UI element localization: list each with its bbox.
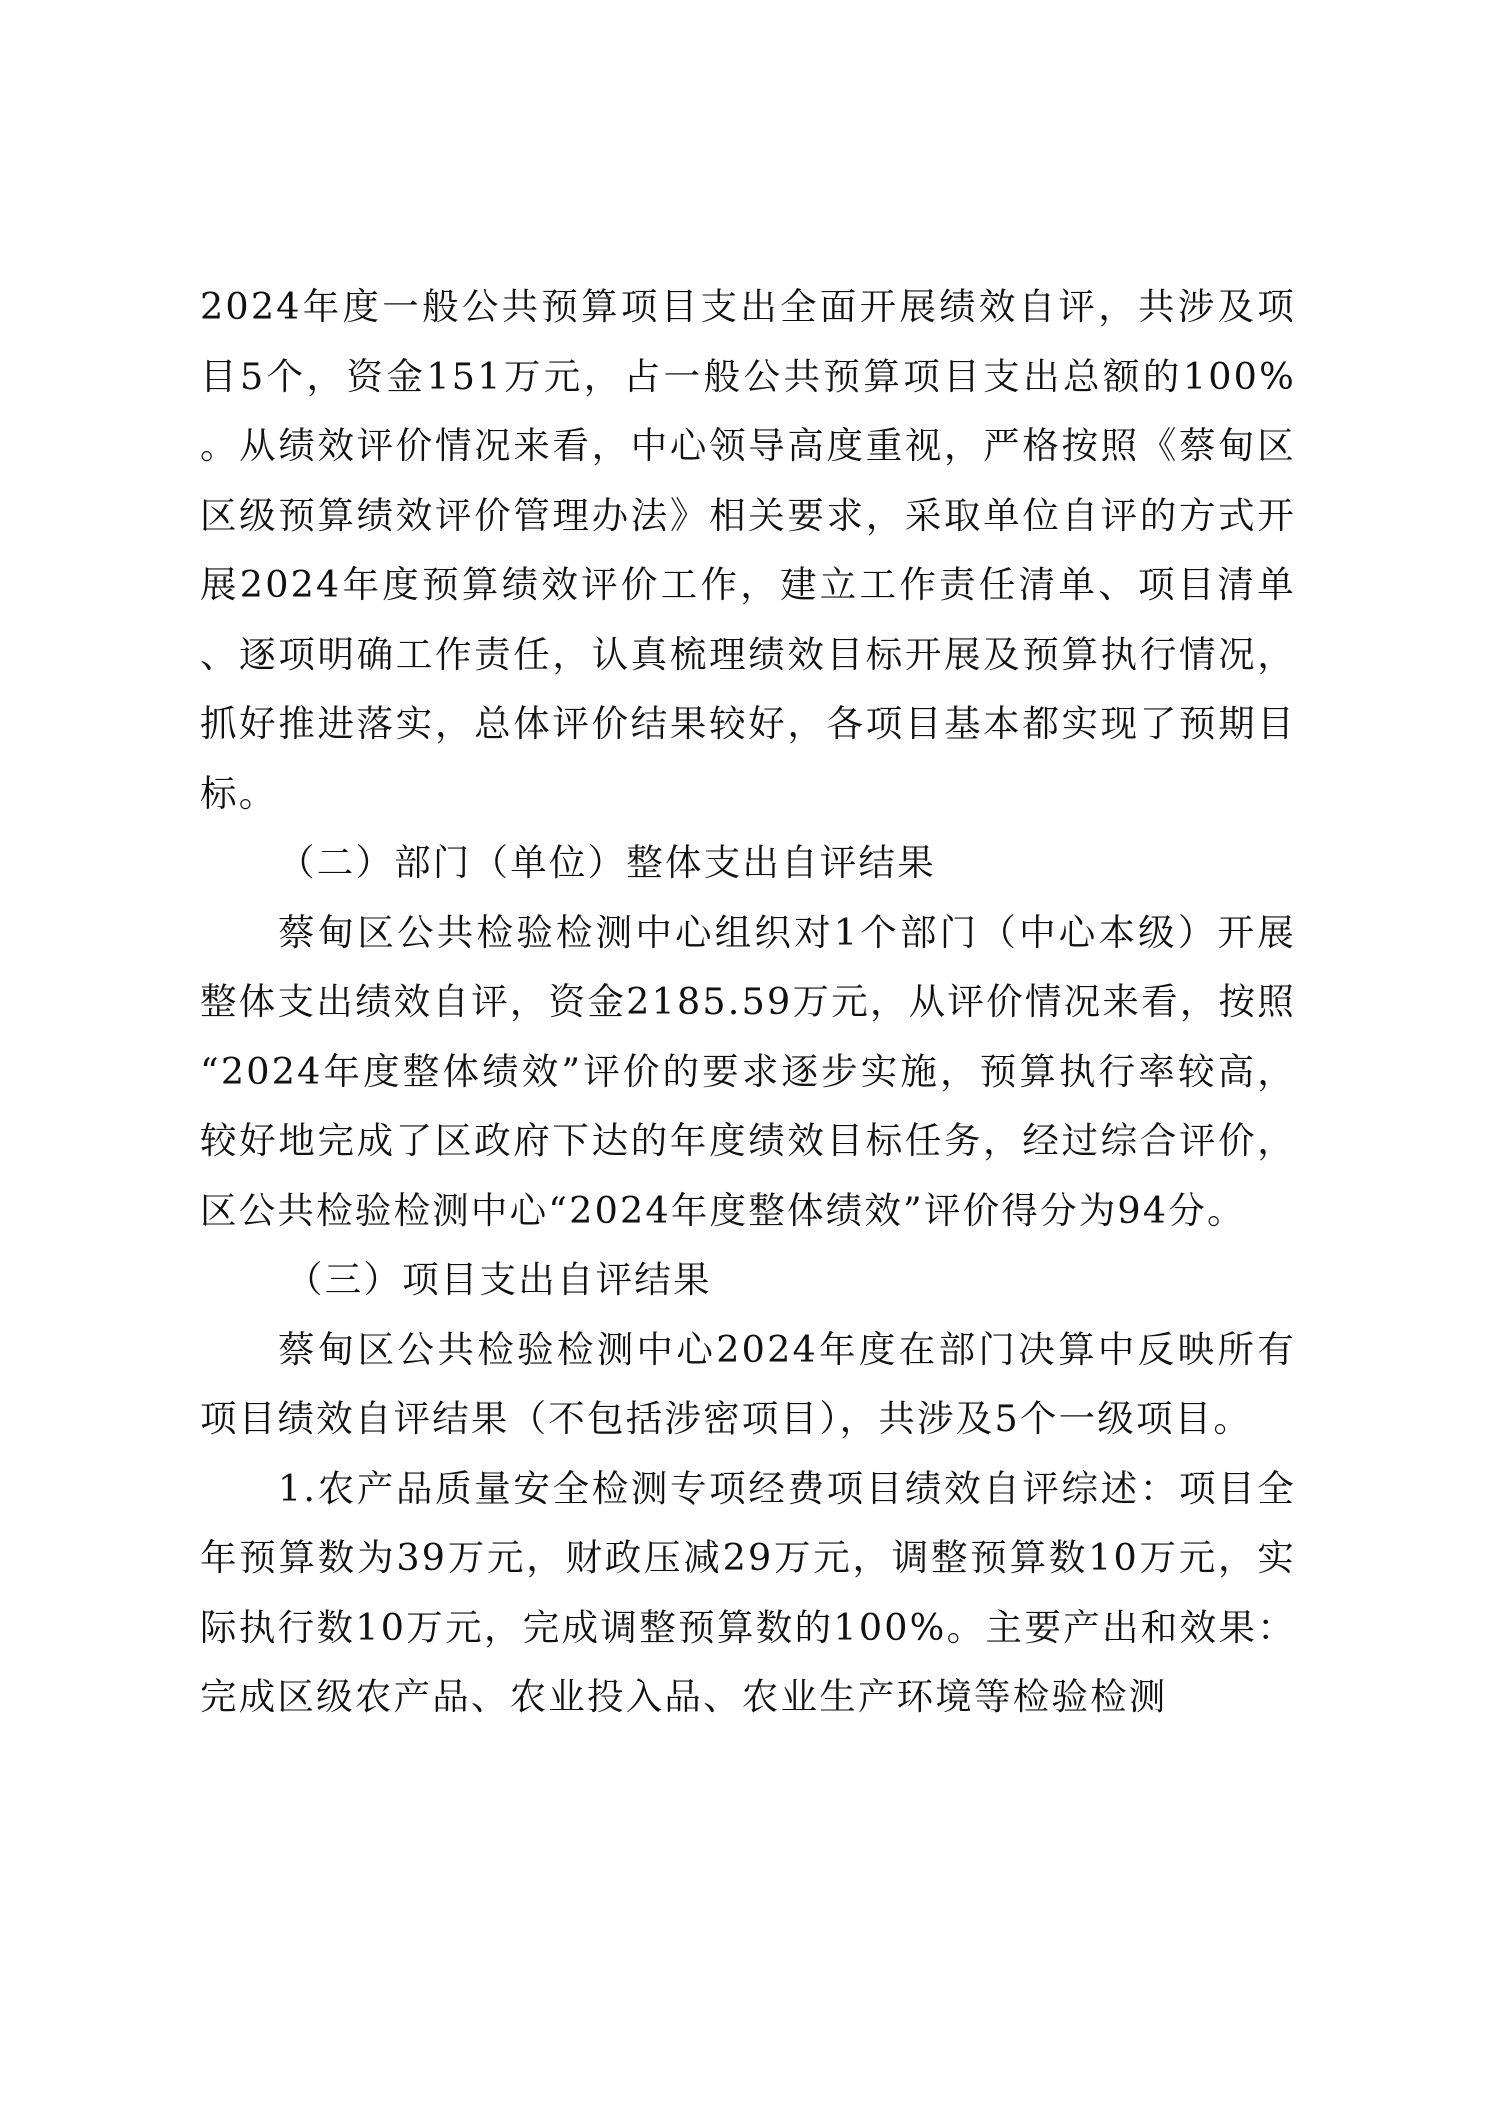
heading-overall-expenditure-results: （二）部门（单位）整体支出自评结果 <box>278 841 936 884</box>
paragraph-project-1-agri-testing: 1.农产品质量安全检测专项经费项目绩效自评综述：项目全年预算数为39万元，财政压减29万元，调整预算数10万元，实际执行数10万元，完成调整预算数的100%。主要产出和效果：完成区级农产品、农业投入品、农业生产环境等检验检测 <box>200 1466 1296 1718</box>
heading-project-expenditure-results: （三）项目支出自评结果 <box>286 1258 712 1301</box>
paragraph-budget-evaluation-summary: 2024年度一般公共预算项目支出全面开展绩效自评，共涉及项目5个，资金151万元，占一般公共预算项目支出总额的100%。从绩效评价情况来看，中心领导高度重视，严格按照《蔡甸区区级预算绩效评价管理办法》相关要求，采取单位自评的方式开展2024年度预算绩效评价工作，建立工作责任清单、项目清单、逐项明确工作责任，认真梳理绩效目标开展及预算执行情况，抓好推进落实，总体评价结果较好，各项目基本都实现了预期目标。 <box>200 285 1296 815</box>
paragraph-project-summary: 蔡甸区公共检验检测中心2024年度在部门决算中反映所有项目绩效自评结果（不包括涉密项目），共涉及5个一级项目。 <box>200 1327 1296 1440</box>
paragraph-overall-expenditure: 蔡甸区公共检验检测中心组织对1个部门（中心本级）开展整体支出绩效自评，资金2185.59万元，从评价情况来看，按照“2024年度整体绩效”评价的要求逐步实施，预算执行率较高，较好地完成了区政府下达的年度绩效目标任务，经过综合评价，区公共检验检测中心“2024年度整体绩效”评价得分为94分。 <box>200 910 1296 1232</box>
document-body <box>200 272 1296 1732</box>
